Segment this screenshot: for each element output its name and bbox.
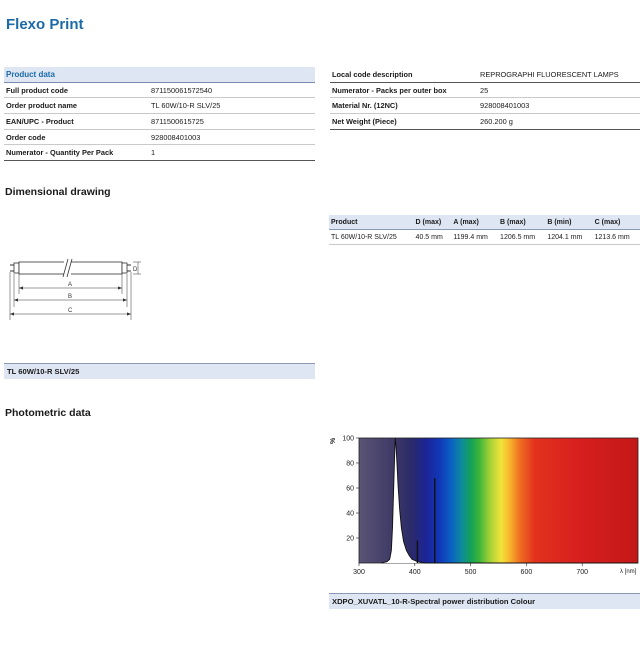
row-label: Net Weight (Piece) <box>330 114 478 130</box>
table-row <box>4 129 315 145</box>
table-cell: 1213.6 mm <box>593 230 640 245</box>
row-value: 260.200 g <box>478 114 640 130</box>
x-tick-label: 500 <box>464 569 477 576</box>
chart-caption: XDPO_XUVATL_10-R-Spectral power distribution Colour <box>329 593 640 609</box>
dimension-label-c: C <box>68 308 73 314</box>
lamp-dimension-drawing <box>0 250 160 326</box>
dimension-label-a: A <box>68 282 73 288</box>
dimensional-drawing-heading: Dimensional drawing <box>5 186 111 198</box>
table-row <box>4 82 315 98</box>
x-tick-label: 300 <box>353 569 365 576</box>
y-tick-label: 20 <box>346 535 354 543</box>
row-label: Full product code <box>4 82 149 98</box>
spectral-power-chart <box>326 430 642 580</box>
row-label: Local code description <box>330 67 478 82</box>
photometric-data-heading: Photometric data <box>5 407 91 419</box>
table-row <box>4 114 315 130</box>
x-tick-label: 600 <box>520 569 533 576</box>
column-header: D (max) <box>414 215 452 230</box>
row-label: Order product name <box>4 98 149 114</box>
row-value: 25 <box>478 82 640 98</box>
drawing-caption: TL 60W/10-R SLV/25 <box>4 363 315 379</box>
product-data-table <box>4 67 315 161</box>
table-cell: 40.5 mm <box>414 230 452 245</box>
product-data-heading: Product data <box>4 67 315 82</box>
row-label: Numerator - Packs per outer box <box>330 82 478 98</box>
row-value: 928008401003 <box>478 98 640 114</box>
table-row <box>330 114 640 130</box>
row-label: EAN/UPC - Product <box>4 114 149 130</box>
x-axis-label: λ [nm] <box>620 569 637 575</box>
y-tick-label: 60 <box>346 485 354 493</box>
y-tick-label: 40 <box>346 510 354 518</box>
y-tick-label: 100 <box>342 435 354 443</box>
row-value: 928008401003 <box>149 129 315 145</box>
table-header-row <box>329 215 640 230</box>
row-label: Order code <box>4 129 149 145</box>
product-data-right-table <box>330 67 640 130</box>
dimension-label-d: D <box>133 267 138 273</box>
dimensions-table <box>329 215 640 245</box>
row-label: Numerator - Quantity Per Pack <box>4 145 149 161</box>
table-cell: 1204.1 mm <box>545 230 592 245</box>
column-header: C (max) <box>593 215 640 230</box>
row-value: 8711500615725 <box>149 114 315 130</box>
table-cell: 1199.4 mm <box>451 230 498 245</box>
table-cell: 1206.5 mm <box>498 230 545 245</box>
column-header: Product <box>329 215 414 230</box>
table-row <box>330 98 640 114</box>
y-tick-label: 80 <box>346 460 354 468</box>
x-tick-label: 400 <box>408 569 421 576</box>
page-title: Flexo Print <box>6 16 84 33</box>
row-value: TL 60W/10-R SLV/25 <box>149 98 315 114</box>
dimension-label-b: B <box>68 294 73 300</box>
table-row <box>329 230 640 245</box>
row-value: 1 <box>149 145 315 161</box>
row-label: Material Nr. (12NC) <box>330 98 478 114</box>
table-row <box>4 98 315 114</box>
table-row <box>4 145 315 161</box>
row-value: 871150061572540 <box>149 82 315 98</box>
column-header: A (max) <box>451 215 498 230</box>
table-row <box>330 67 640 82</box>
row-value: REPROGRAPHI FLUORESCENT LAMPS <box>478 67 640 82</box>
y-axis-label: % <box>330 437 337 444</box>
column-header: B (min) <box>545 215 592 230</box>
column-header: B (max) <box>498 215 545 230</box>
table-cell: TL 60W/10-R SLV/25 <box>329 230 414 245</box>
table-row <box>330 82 640 98</box>
x-tick-label: 700 <box>576 569 589 576</box>
